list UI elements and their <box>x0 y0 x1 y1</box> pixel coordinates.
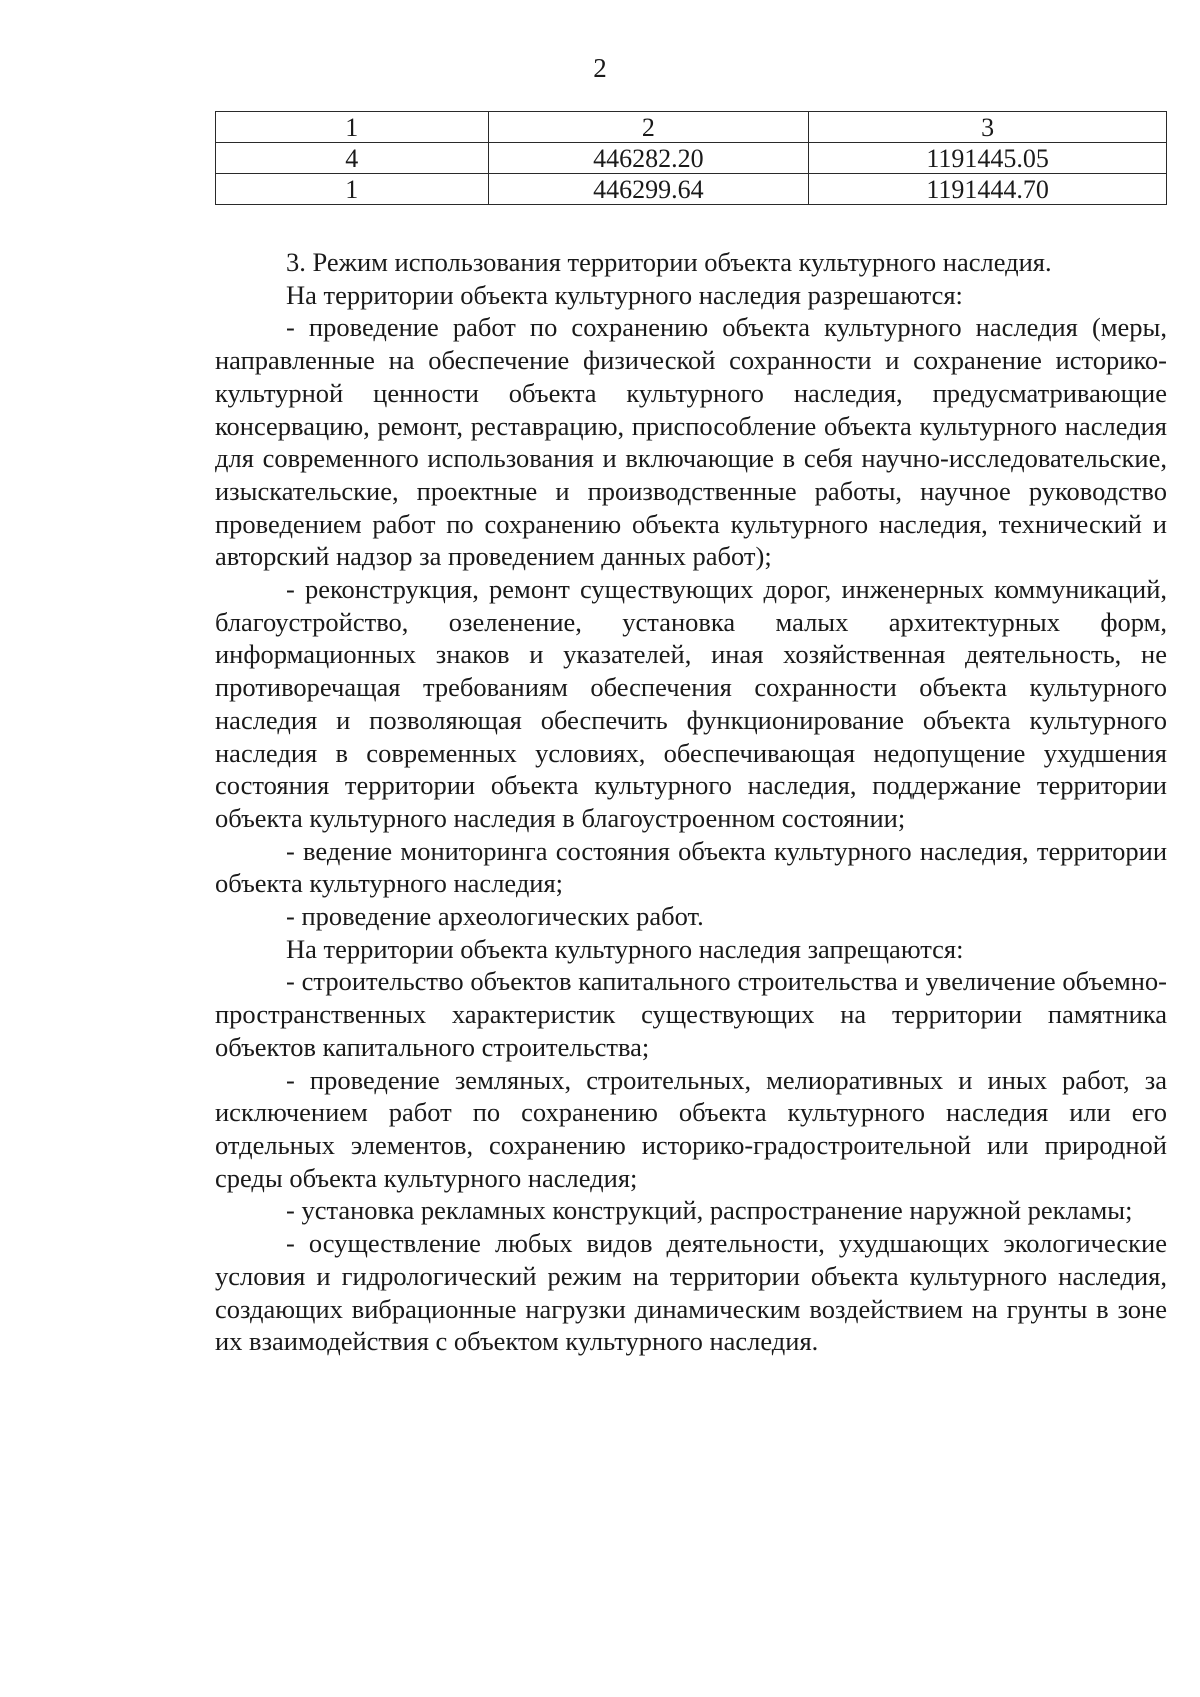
table-cell-point: 1 <box>216 174 489 205</box>
table-row <box>216 174 1167 205</box>
coordinates-table <box>215 111 1167 205</box>
table-row <box>216 143 1167 174</box>
table-header-cell: 1 <box>216 112 489 143</box>
document-body <box>215 246 1167 1358</box>
table-cell-y: 1191445.05 <box>809 143 1167 174</box>
table-cell-x: 446299.64 <box>488 174 809 205</box>
table-header-cell: 2 <box>488 112 809 143</box>
table-header-cell: 3 <box>809 112 1167 143</box>
list-item: - осуществление любых видов деятельности, ухудшающих экологические условия и гидрологический режим на территории объекта культурного наследия, создающих вибрационные нагрузки динамическим воздействием на грунты в зоне их взаимодействия с объектом культурного наследия. <box>215 1228 1167 1357</box>
page-number: 2 <box>593 53 607 83</box>
list-item: - строительство объектов капитального строительства и увеличение объемно-пространственных характеристик существующих на территории памятника объектов капитального строительства; <box>215 966 1167 1062</box>
list-item: - установка рекламных конструкций, распространение наружной рекламы; <box>286 1195 1133 1226</box>
section-heading: 3. Режим использования территории объекта культурного наследия. <box>286 247 1052 277</box>
table-cell-point: 4 <box>216 143 489 174</box>
list-item: - проведение земляных, строительных, мелиоративных и иных работ, за исключением работ по сохранению объекта культурного наследия или его отдельных элементов, сохранению историко-градостроительной или природной среды объекта культурного наследия; <box>215 1064 1167 1193</box>
prohibited-intro: На территории объекта культурного наследия запрещаются: <box>286 933 964 964</box>
table-cell-x: 446282.20 <box>488 143 809 174</box>
list-item: - реконструкция, ремонт существующих дорог, инженерных коммуникаций, благоустройство, озеленение, установка малых архитектурных форм, информационных знаков и указателей, иная хозяйственная деятельность, не противоречащая требованиям обеспечения сохранности объекта культурного наследия и позволяющая обеспечить функционирование объекта культурного наследия в современных условиях, обеспечивающая недопущение ухудшения состояния территории объекта культурного наследия, поддержание территории объекта культурного наследия в благоустроенном состоянии; <box>215 574 1167 833</box>
allowed-intro: На территории объекта культурного наследия разрешаются: <box>286 279 963 310</box>
list-item: - ведение мониторинга состояния объекта культурного наследия, территории объекта культурного наследия; <box>215 835 1167 899</box>
table-cell-y: 1191444.70 <box>809 174 1167 205</box>
list-item: - проведение работ по сохранению объекта культурного наследия (меры, направленные на обеспечение физической сохранности и сохранение историко-культурной ценности объекта культурного наследия, предусматривающие консервацию, ремонт, реставрацию, приспособление объекта культурного наследия для современного использования и включающие в себя научно-исследовательские, изыскательские, проектные и производственные работы, научное руководство проведением работ по сохранению объекта культурного наследия, технический и авторский надзор за проведением данных работ); <box>215 312 1167 572</box>
table-header-row <box>216 112 1167 143</box>
list-item: - проведение археологических работ. <box>286 901 704 932</box>
